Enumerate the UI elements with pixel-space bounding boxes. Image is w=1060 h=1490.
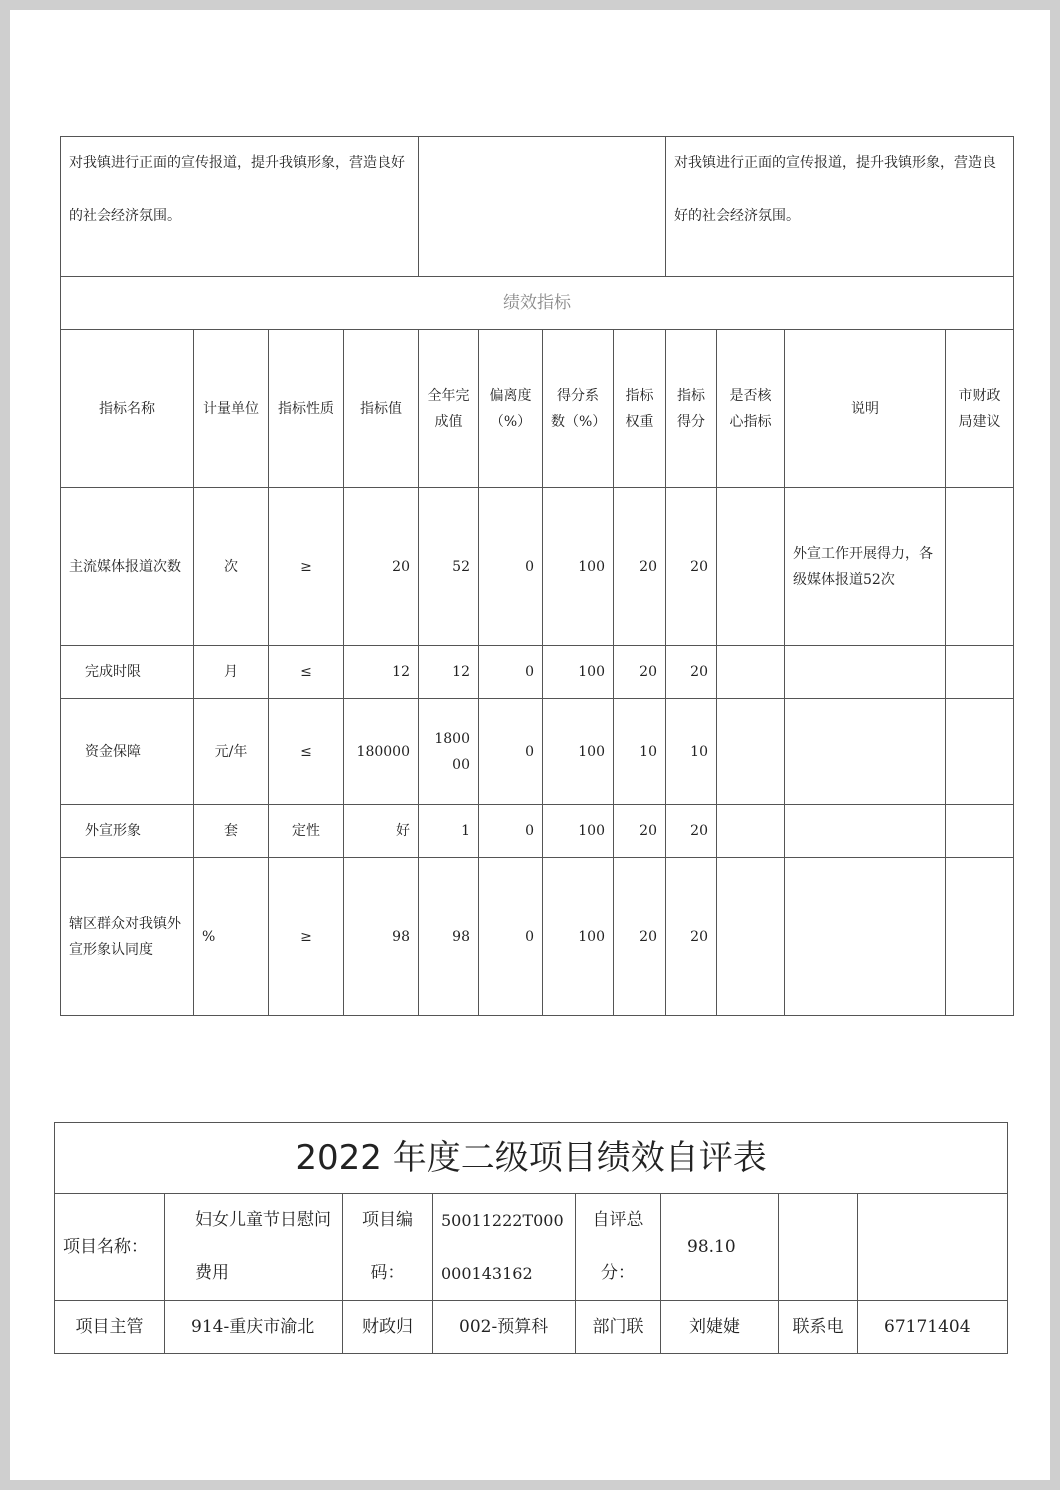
metric-coef: 100 bbox=[543, 805, 614, 858]
supervisor-label: 项目主管 bbox=[55, 1301, 165, 1354]
metric-actual: 12 bbox=[419, 646, 479, 699]
metric-core bbox=[717, 805, 785, 858]
metric-note bbox=[785, 805, 946, 858]
metric-note: 外宣工作开展得力，各级媒体报道52次 bbox=[785, 488, 946, 646]
metric-advice bbox=[946, 699, 1014, 805]
metric-name: 辖区群众对我镇外宣形象认同度 bbox=[61, 858, 194, 1016]
table-row bbox=[61, 488, 1014, 646]
metric-deviation: 0 bbox=[479, 488, 543, 646]
supervisor-value: 914-重庆市渝北 bbox=[165, 1301, 343, 1354]
header-cell: 是否核心指标 bbox=[717, 330, 785, 488]
finance-value: 002-预算科 bbox=[433, 1301, 576, 1354]
phone-value: 67171404 bbox=[858, 1301, 1008, 1354]
goal-right-cell: 对我镇进行正面的宣传报道，提升我镇形象，营造良好的社会经济氛围。 bbox=[666, 137, 1014, 277]
total-score-value: 98.10 bbox=[661, 1194, 779, 1301]
metric-core bbox=[717, 858, 785, 1016]
metric-nature: ≤ bbox=[269, 646, 344, 699]
metric-score: 20 bbox=[666, 488, 717, 646]
contact-row bbox=[55, 1301, 1008, 1354]
metric-name: 外宣形象 bbox=[61, 805, 194, 858]
metric-score: 20 bbox=[666, 805, 717, 858]
metric-unit: 套 bbox=[194, 805, 269, 858]
metric-note bbox=[785, 699, 946, 805]
project-info-row bbox=[55, 1194, 1008, 1301]
dept-contact-value: 刘婕婕 bbox=[661, 1301, 779, 1354]
metric-core bbox=[717, 646, 785, 699]
metric-coef: 100 bbox=[543, 699, 614, 805]
metric-weight: 20 bbox=[614, 858, 666, 1016]
metric-actual: 180000 bbox=[419, 699, 479, 805]
metric-unit: 月 bbox=[194, 646, 269, 699]
metrics-table bbox=[60, 276, 1014, 1016]
metric-coef: 100 bbox=[543, 858, 614, 1016]
table-row bbox=[61, 646, 1014, 699]
metric-target: 20 bbox=[344, 488, 419, 646]
header-cell: 指标值 bbox=[344, 330, 419, 488]
project-name-label: 项目名称： bbox=[55, 1194, 165, 1301]
metric-unit: % bbox=[194, 858, 269, 1016]
metric-name: 主流媒体报道次数 bbox=[61, 488, 194, 646]
metric-actual: 1 bbox=[419, 805, 479, 858]
metric-deviation: 0 bbox=[479, 805, 543, 858]
project-name-value: 妇女儿童节日慰问费用 bbox=[165, 1194, 343, 1301]
metric-coef: 100 bbox=[543, 488, 614, 646]
metric-target: 180000 bbox=[344, 699, 419, 805]
metric-target: 好 bbox=[344, 805, 419, 858]
project-code-value: 50011222T000000143162 bbox=[433, 1194, 576, 1301]
header-cell: 偏离度（%） bbox=[479, 330, 543, 488]
header-cell: 指标得分 bbox=[666, 330, 717, 488]
metric-name: 完成时限 bbox=[61, 646, 194, 699]
table-row bbox=[61, 858, 1014, 1016]
metric-deviation: 0 bbox=[479, 646, 543, 699]
metric-core bbox=[717, 488, 785, 646]
metric-weight: 20 bbox=[614, 488, 666, 646]
header-cell: 全年完成值 bbox=[419, 330, 479, 488]
goal-left-cell: 对我镇进行正面的宣传报道，提升我镇形象，营造良好的社会经济氛围。 bbox=[61, 137, 419, 277]
header-cell: 指标权重 bbox=[614, 330, 666, 488]
section-title: 绩效指标 bbox=[61, 277, 1014, 330]
metric-weight: 20 bbox=[614, 646, 666, 699]
metric-weight: 20 bbox=[614, 805, 666, 858]
metric-advice bbox=[946, 805, 1014, 858]
header-cell: 计量单位 bbox=[194, 330, 269, 488]
metric-actual: 52 bbox=[419, 488, 479, 646]
finance-label: 财政归 bbox=[343, 1301, 433, 1354]
document-page bbox=[10, 10, 1050, 1480]
metric-unit: 次 bbox=[194, 488, 269, 646]
metric-actual: 98 bbox=[419, 858, 479, 1016]
metric-score: 20 bbox=[666, 858, 717, 1016]
metric-nature: ≥ bbox=[269, 488, 344, 646]
empty-cell bbox=[779, 1194, 858, 1301]
metric-advice bbox=[946, 646, 1014, 699]
metric-unit: 元/年 bbox=[194, 699, 269, 805]
metric-nature: ≤ bbox=[269, 699, 344, 805]
metric-note bbox=[785, 646, 946, 699]
metric-advice bbox=[946, 858, 1014, 1016]
phone-label: 联系电 bbox=[779, 1301, 858, 1354]
metric-advice bbox=[946, 488, 1014, 646]
table-row bbox=[61, 805, 1014, 858]
form-title: 2022 年度二级项目绩效自评表 bbox=[55, 1123, 1008, 1194]
metrics-header-row bbox=[61, 330, 1014, 488]
metric-target: 12 bbox=[344, 646, 419, 699]
empty-cell bbox=[858, 1194, 1008, 1301]
metric-score: 10 bbox=[666, 699, 717, 805]
metric-coef: 100 bbox=[543, 646, 614, 699]
header-cell: 指标性质 bbox=[269, 330, 344, 488]
self-eval-table bbox=[54, 1122, 1008, 1354]
metric-nature: ≥ bbox=[269, 858, 344, 1016]
header-cell: 市财政局建议 bbox=[946, 330, 1014, 488]
metric-core bbox=[717, 699, 785, 805]
project-code-label: 项目编码： bbox=[343, 1194, 433, 1301]
metric-deviation: 0 bbox=[479, 699, 543, 805]
table-row bbox=[61, 699, 1014, 805]
metric-deviation: 0 bbox=[479, 858, 543, 1016]
goal-table bbox=[60, 136, 1014, 277]
goal-middle-cell bbox=[419, 137, 666, 277]
metric-score: 20 bbox=[666, 646, 717, 699]
header-cell: 得分系数（%） bbox=[543, 330, 614, 488]
metric-name: 资金保障 bbox=[61, 699, 194, 805]
metric-target: 98 bbox=[344, 858, 419, 1016]
dept-contact-label: 部门联 bbox=[576, 1301, 661, 1354]
metric-nature: 定性 bbox=[269, 805, 344, 858]
header-cell: 说明 bbox=[785, 330, 946, 488]
metric-weight: 10 bbox=[614, 699, 666, 805]
total-score-label: 自评总分： bbox=[576, 1194, 661, 1301]
metric-note bbox=[785, 858, 946, 1016]
header-cell: 指标名称 bbox=[61, 330, 194, 488]
